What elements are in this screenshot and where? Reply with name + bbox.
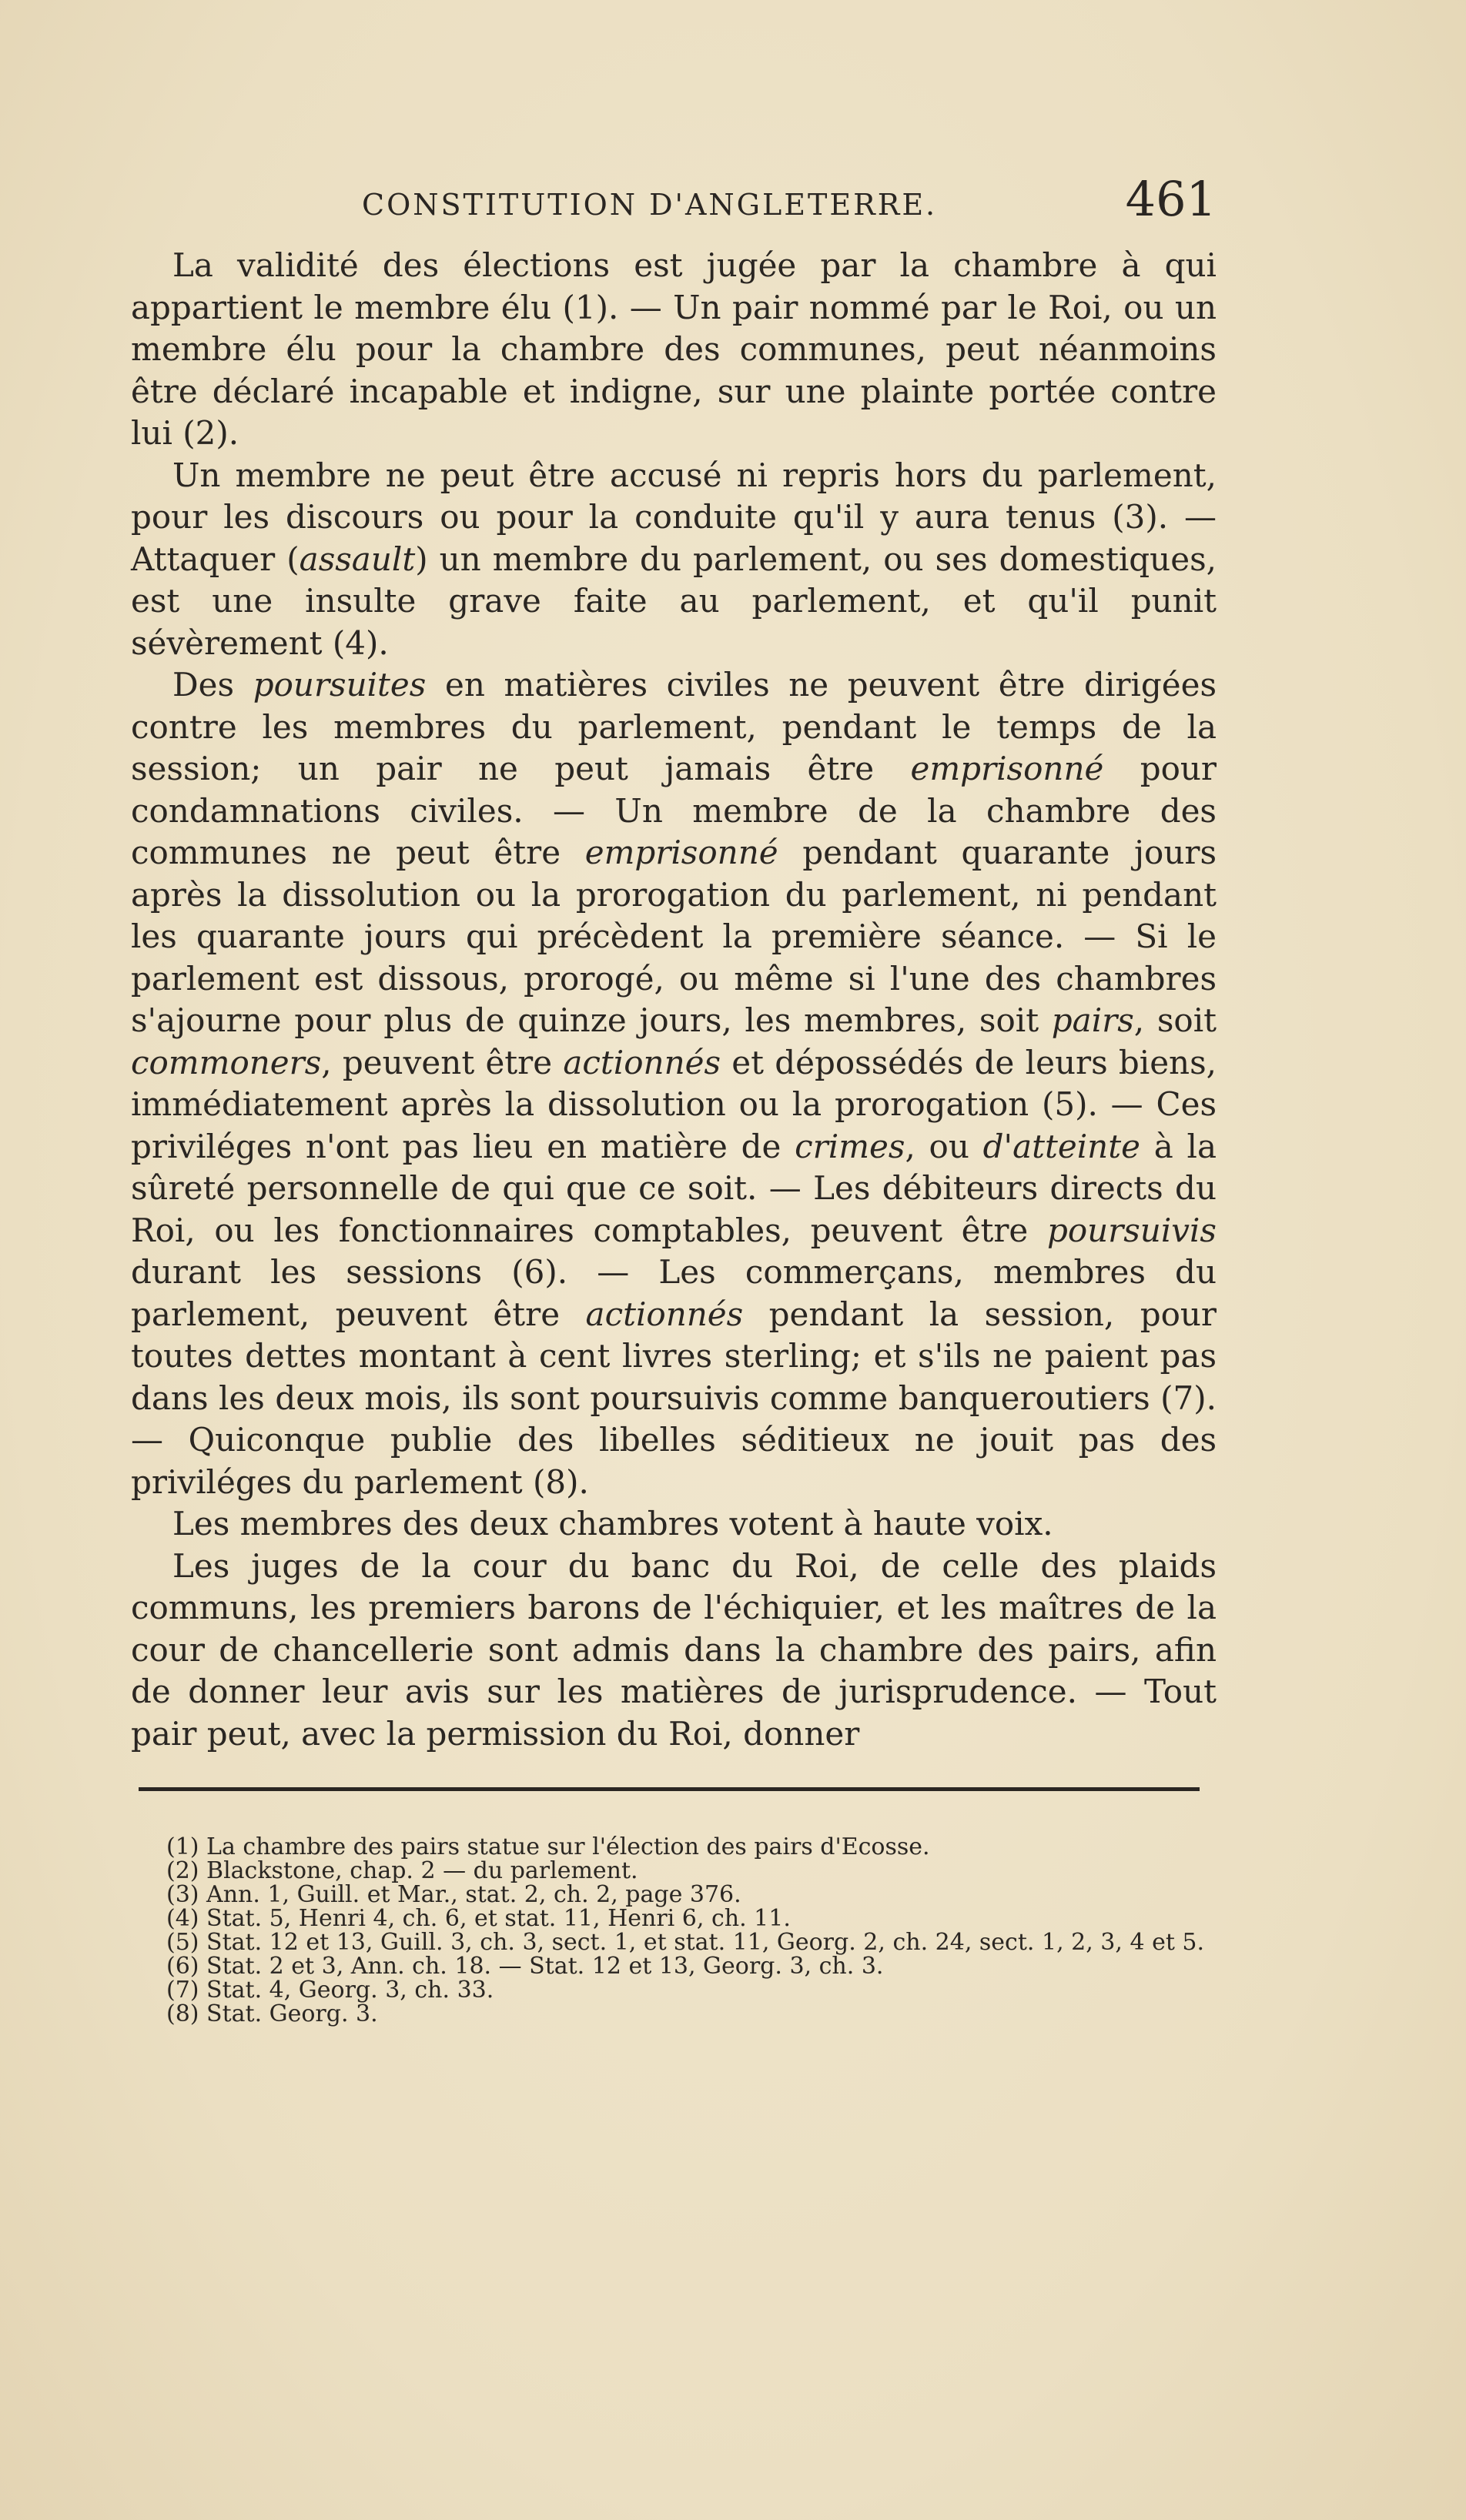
paragraph xyxy=(131,245,1217,455)
text-run: durant les sessions (6). — Les commerçans, membres du parlement, peuvent être xyxy=(131,1253,1217,1333)
footnote: (3) Ann. 1, Guill. et Mar., stat. 2, ch. 2, page 376. xyxy=(166,1881,741,1908)
italic-term: commoners xyxy=(131,1043,322,1081)
text-run: à la sûreté personnelle de qui que ce soit. — Les débiteurs directs du Roi, ou les fonctionnaires comptables, peuvent être xyxy=(131,1127,1217,1249)
footnote: (6) Stat. 2 et 3, Ann. ch. 18. — Stat. 12 et 13, Georg. 3, ch. 3. xyxy=(166,1953,884,1980)
italic-term: crimes xyxy=(795,1127,905,1165)
italic-term: d'atteinte xyxy=(982,1127,1140,1165)
text-run: et dépossédés de leurs biens, immédiatement après la dissolution ou la prorogation (5). — Ces priviléges n'ont pas lieu en matière de xyxy=(131,1043,1217,1165)
footnote: (7) Stat. 4, Georg. 3, ch. 33. xyxy=(166,1977,494,2004)
italic-term: pairs xyxy=(1051,1001,1134,1039)
text-run: , soit xyxy=(1133,1001,1217,1039)
paragraph xyxy=(131,664,1217,1503)
text-run: pendant la session, pour toutes dettes montant à cent livres sterling; et s'ils ne paient pas dans les deux mois, ils sont poursuivis comme banqueroutiers (7). — Quiconque publie des libelles séditieux ne jouit pas des priviléges du parlement (8). xyxy=(131,1295,1217,1501)
paragraph xyxy=(131,455,1217,665)
footnote: (1) La chambre des pairs statue sur l'élection des pairs d'Ecosse. xyxy=(166,1833,930,1860)
text-run: , ou xyxy=(905,1127,983,1165)
text-run: pour condamnations civiles. — Un membre de la chambre des communes ne peut être xyxy=(131,750,1217,871)
footnote: (4) Stat. 5, Henri 4, ch. 6, et stat. 11, Henri 6, ch. 11. xyxy=(166,1905,791,1932)
text-run: , peuvent être xyxy=(321,1043,564,1081)
footnotes xyxy=(131,1835,1217,2026)
text-run: pendant quarante jours après la dissolution ou la prorogation du parlement, ni pendant les quarante jours qui précèdent la première séance. — Si le parlement est dissous, prorogé, ou même si l'une des chambres s'ajourne pour plus de quinze jours, les membres, soit xyxy=(131,834,1217,1039)
footnote: (8) Stat. Georg. 3. xyxy=(166,2000,378,2027)
italic-term: actionnés xyxy=(563,1043,721,1081)
text-run: La validité des élections est jugée par la chambre à qui appartient le membre élu (1). — Un pair nommé par le Roi, ou un membre élu pour la chambre des communes, peut néanmoins être déclaré incapable et indigne, sur une plainte portée contre lui (2). xyxy=(131,246,1217,452)
footnote: (5) Stat. 12 et 13, Guill. 3, ch. 3, sect. 1, et stat. 11, Georg. 2, ch. 24, sect. 1, 2, 3, 4 et 5. xyxy=(166,1929,1205,1956)
page-number: 461 xyxy=(1125,171,1217,227)
italic-term: assault xyxy=(299,540,416,578)
italic-term: poursuivis xyxy=(1046,1211,1217,1249)
running-title: CONSTITUTION D'ANGLETERRE. xyxy=(362,188,938,222)
italic-term: emprisonné xyxy=(910,750,1104,787)
text-run: Des xyxy=(172,666,253,704)
text-run: Les membres des deux chambres votent à haute voix. xyxy=(172,1505,1053,1542)
text-run: en matières civiles ne peuvent être dirigées contre les membres du parlement, pendant le temps de la session; un pair ne peut jamais être xyxy=(131,666,1217,787)
page-header xyxy=(131,171,1217,240)
italic-term: poursuites xyxy=(253,666,427,704)
italic-term: emprisonné xyxy=(584,834,778,871)
footnote: (2) Blackstone, chap. 2 — du parlement. xyxy=(166,1857,638,1884)
text-run: Un membre ne peut être accusé ni repris hors du parlement, pour les discours ou pour la conduite qu'il y aura tenus (3). — Attaquer ( xyxy=(131,456,1217,578)
footnote-separator xyxy=(139,1787,1200,1791)
body-text xyxy=(131,245,1217,1755)
text-run: ) un membre du parlement, ou ses domestiques, est une insulte grave faite au parlement, et qu'il punit sévèrement (4). xyxy=(131,540,1217,662)
italic-term: actionnés xyxy=(585,1295,744,1333)
paragraph xyxy=(131,1503,1217,1546)
paragraph xyxy=(131,1546,1217,1756)
text-run: Les juges de la cour du banc du Roi, de celle des plaids communs, les premiers barons de l'échiquier, et les maîtres de la cour de chancellerie sont admis dans la chambre des pairs, afin de donner leur avis sur les matières de jurisprudence. — Tout pair peut, avec la permission du Roi, donner xyxy=(131,1546,1217,1753)
